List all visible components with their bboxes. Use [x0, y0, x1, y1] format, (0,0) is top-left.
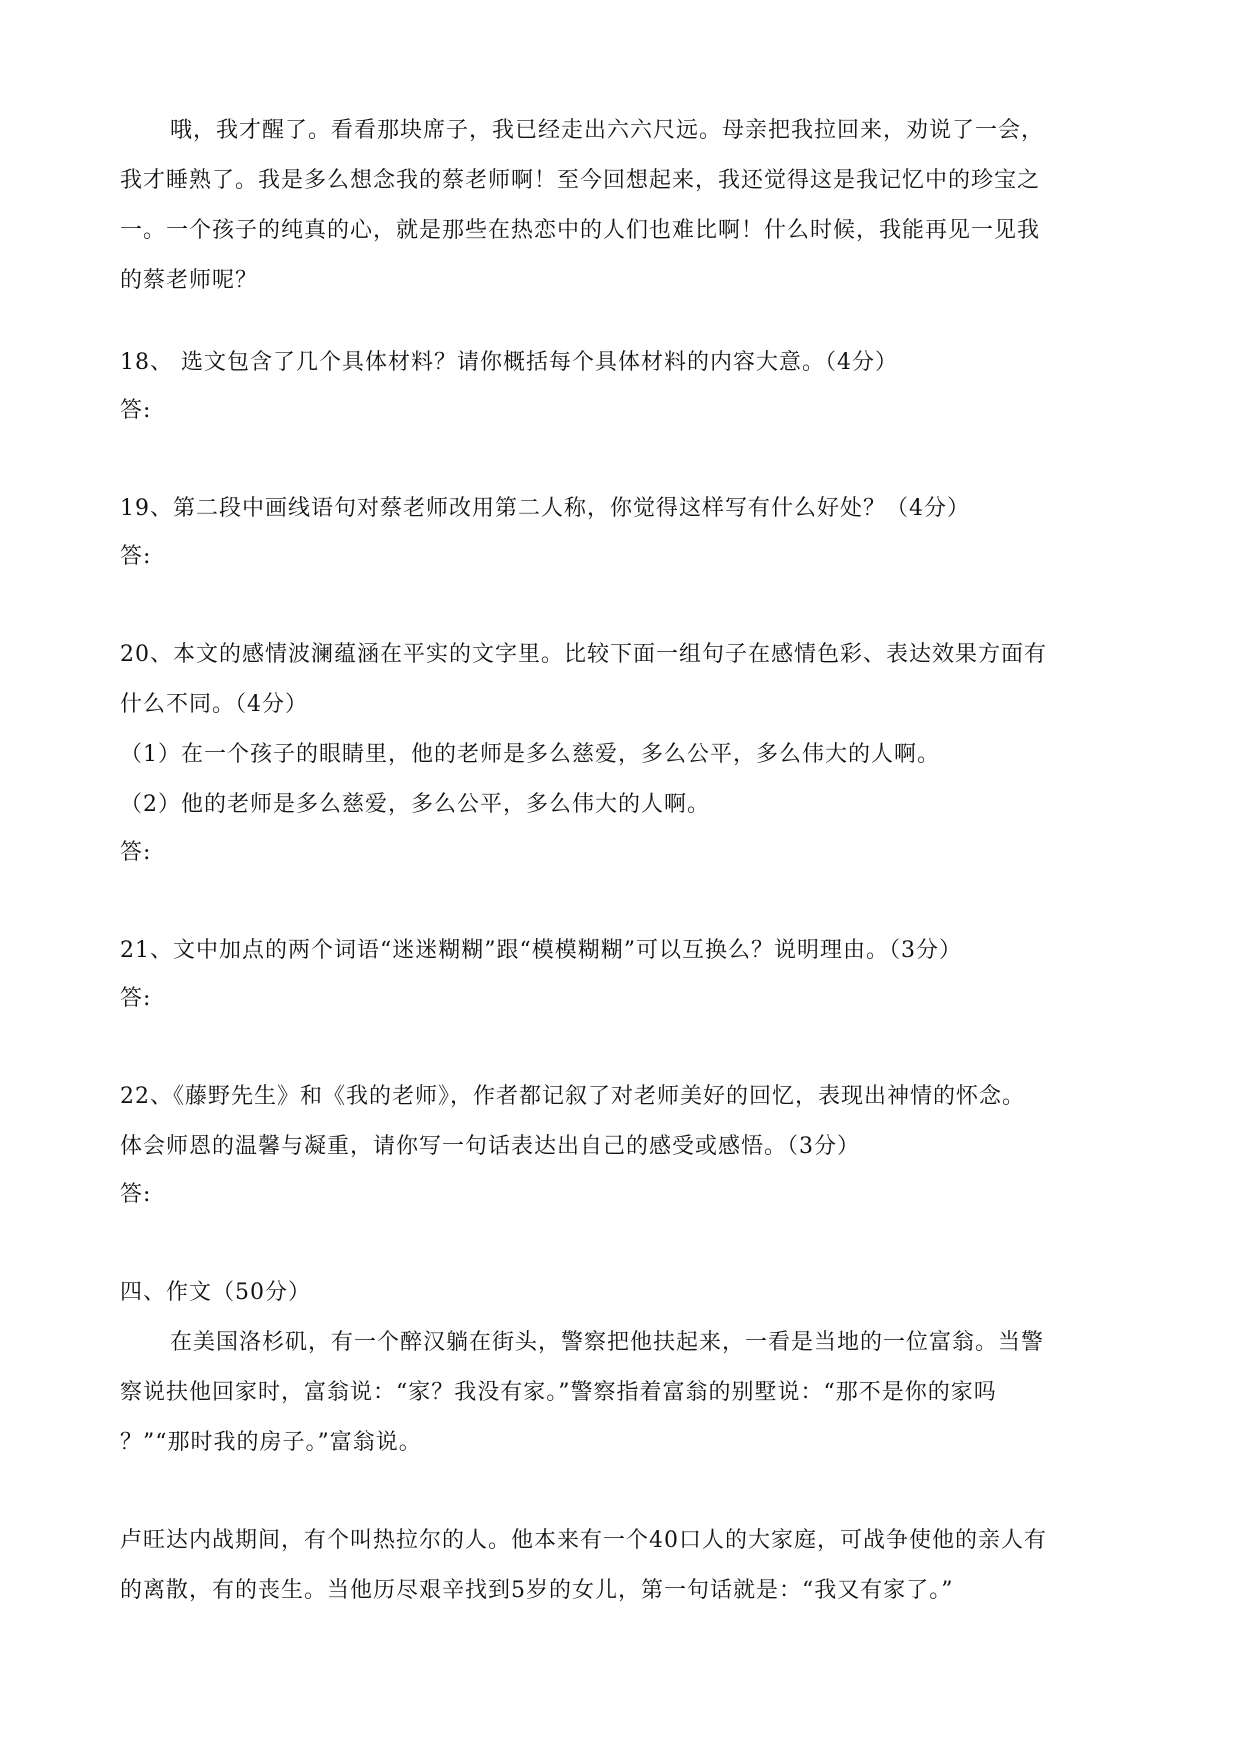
question-22-line-1: 22、《藤野先生》和《我的老师》，作者都记叙了对老师美好的回忆，表现出神情的怀念。: [120, 1084, 1025, 1109]
question-19: 19、第二段中画线语句对蔡老师改用第二人称，你觉得这样写有什么好处？（4分）: [120, 496, 970, 521]
passage-line-3: 一。一个孩子的纯真的心，就是那些在热恋中的人们也难比啊！什么时候，我能再见一见我: [120, 218, 1041, 243]
composition-para2-line-1: 卢旺达内战期间，有个叫热拉尔的人。他本来有一个40口人的大家庭，可战争使他的亲人有: [120, 1528, 1047, 1553]
passage-line-4: 的蔡老师呢？: [120, 268, 259, 293]
answer-label-19: 答:: [120, 544, 152, 569]
answer-label-20: 答:: [120, 840, 152, 865]
answer-label-22: 答:: [120, 1182, 152, 1207]
question-18: 18、 选文包含了几个具体材料？请你概括每个具体材料的内容大意。（4分）: [120, 350, 898, 375]
question-21: 21、文中加点的两个词语“迷迷糊糊”跟“模模糊糊”可以互换么？说明理由。（3分）: [120, 938, 962, 963]
question-22-line-2: 体会师恩的温馨与凝重，请你写一句话表达出自己的感受或感悟。（3分）: [120, 1134, 860, 1159]
passage-line-1: 哦，我才醒了。看看那块席子，我已经走出六六尺远。母亲把我拉回来，劝说了一会，: [170, 118, 1045, 143]
composition-para1-line-1: 在美国洛杉矶，有一个醉汉躺在街头，警察把他扶起来，一看是当地的一位富翁。当警: [170, 1330, 1045, 1355]
answer-label-21: 答:: [120, 986, 152, 1011]
composition-heading: 四、作文（50分）: [120, 1280, 311, 1305]
composition-para1-line-2: 察说扶他回家时，富翁说：“家？我没有家。”警察指着富翁的别墅说：“那不是你的家吗: [120, 1380, 997, 1405]
question-20-sentence-1: （1）在一个孩子的眼睛里，他的老师是多么慈爱，多么公平，多么伟大的人啊。: [120, 742, 940, 767]
passage-line-2: 我才睡熟了。我是多么想念我的蔡老师啊！至今回想起来，我还觉得这是我记忆中的珍宝之: [120, 168, 1041, 193]
composition-para1-line-3: ？”“那时我的房子。”富翁说。: [120, 1430, 422, 1455]
question-20-sentence-2: （2）他的老师是多么慈爱，多么公平，多么伟大的人啊。: [120, 792, 710, 817]
composition-para2-line-2: 的离散，有的丧生。当他历尽艰辛找到5岁的女儿，第一句话就是：“我又有家了。”: [120, 1578, 954, 1603]
question-20-line-1: 20、本文的感情波澜蕴涵在平实的文字里。比较下面一组句子在感情色彩、表达效果方面有: [120, 642, 1047, 667]
answer-label-18: 答:: [120, 398, 152, 423]
question-20-line-2: 什么不同。（4分）: [120, 692, 308, 717]
